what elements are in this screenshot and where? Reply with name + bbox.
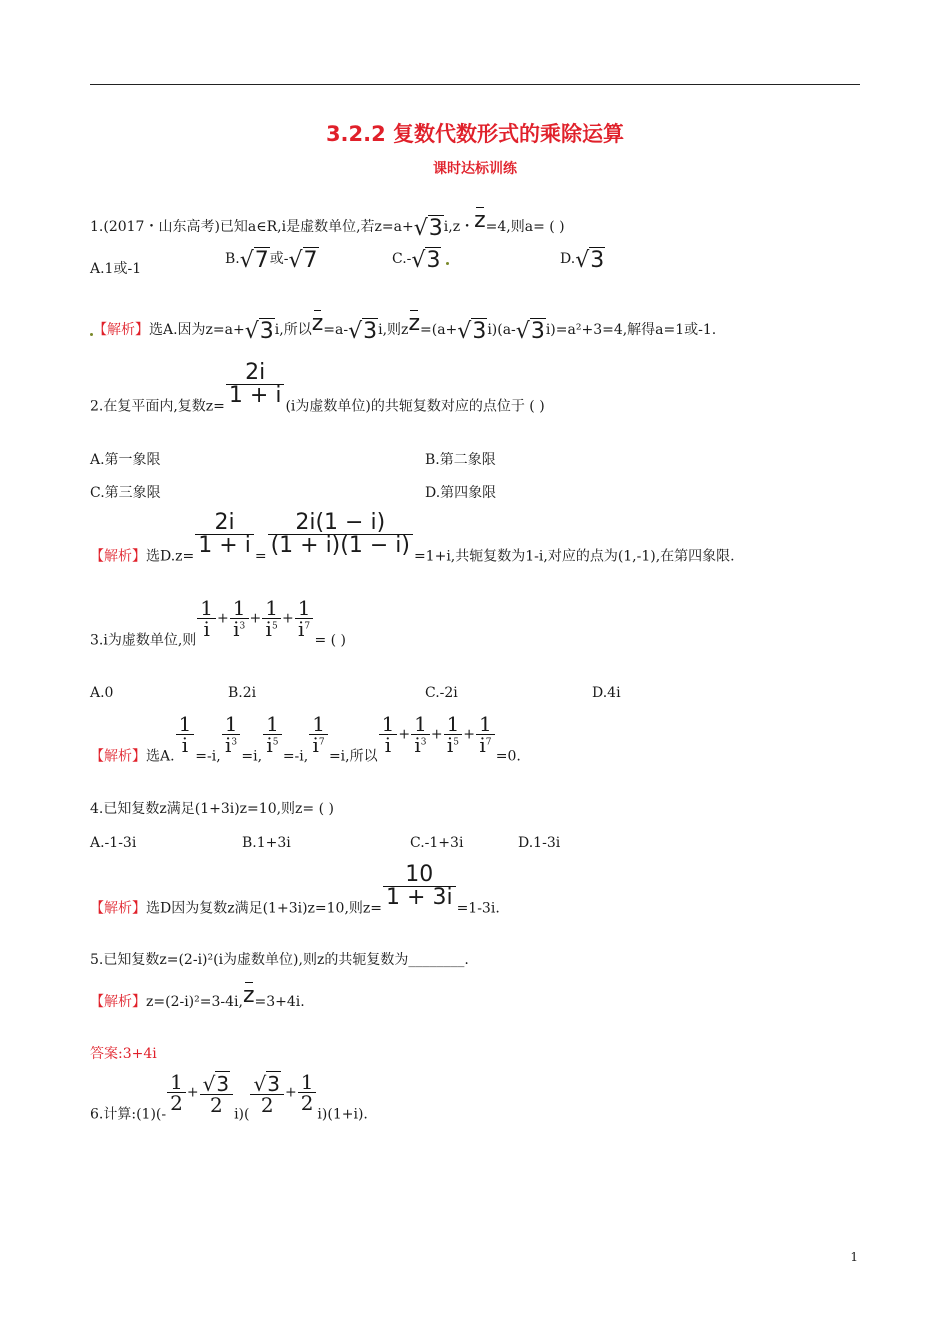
- q1-option-b: B.√7或-√7: [225, 248, 318, 273]
- q4-option-a: A.-1-3i: [90, 835, 137, 851]
- q3-option-a: A.0: [90, 685, 114, 701]
- q2-solution: 【解析】选D.z= $\frac{2i}{1 + i}$ = $\frac{2i(1 - i)}{(1 + i)(1 - i)}$ =1+i,共轭复数为1-i,对应的点为(1,-1),在第四象限.: [90, 510, 735, 565]
- q5-stem: 5.已知复数z=(2-i)²(i为虚数单位),则z的共轭复数为________.: [90, 952, 469, 968]
- z-conjugate: z: [474, 208, 486, 233]
- q3-option-c: C.-2i: [425, 685, 458, 701]
- fraction-2i-over-1-plus-i: $\frac{2i}{1 + i}$: [226, 362, 285, 407]
- q2-option-d: D.第四象限: [425, 485, 497, 501]
- q2-option-a: A.第一象限: [90, 452, 161, 468]
- q4-option-c: C.-1+3i: [410, 835, 464, 851]
- q2-stem: 2.在复平面内,复数z= $\frac{2i}{1 + i}$ (i为虚数单位)的共轭复数对应的点位于 ( ): [90, 360, 545, 415]
- page-title: 3.2.2 复数代数形式的乘除运算: [325, 122, 625, 146]
- sqrt3: √3: [413, 216, 443, 241]
- q5-solution: 【解析】z=(2-i)²=3-4i,z=3+4i.: [90, 983, 305, 1010]
- q6-stem: 6.计算:(1)(- $\frac{1}{2}$ + $\frac{√3}{2}$ i)( $\frac{√3}{2}$ + $\frac{1}{2}$ i)(1+i).: [90, 1070, 368, 1123]
- page-subtitle: 课时达标训练: [433, 161, 517, 177]
- page-number: 1: [850, 1250, 858, 1264]
- header-rule: [90, 84, 860, 85]
- q4-option-d: D.1-3i: [518, 835, 561, 851]
- q4-solution: 【解析】选D因为复数z满足(1+3i)z=10,则z= $\frac{10}{1 + 3i}$ =1-3i.: [90, 862, 500, 917]
- q1-option-c: C.-√3: [392, 250, 449, 272]
- q1-solution: 【解析】选A.因为z=a+√3i,所以z=a-√3i,则zz=(a+√3i)(a-√3i)=a²+3=4,解得a=1或-1.: [90, 313, 716, 343]
- q3-stem: 3.i为虚数单位,则 $\frac{1}{i}$ + $\frac{1}{i^3}$ + $\frac{1}{i^5}$ + $\frac{1}{i^7}$ = ( ): [90, 596, 346, 649]
- q1-option-d: D.√3: [560, 248, 605, 273]
- q1-stem: 1.(2017・山东高考)已知a∈R,i是虚数单位,若z=a+√3i,z・z=4,则a= ( ): [90, 208, 565, 241]
- q1-option-a: A.1或-1: [90, 261, 142, 277]
- q3-option-d: D.4i: [592, 685, 621, 701]
- q4-stem: 4.已知复数z满足(1+3i)z=10,则z= ( ): [90, 801, 334, 817]
- q2-option-b: B.第二象限: [425, 452, 496, 468]
- q5-answer: 答案:3+4i: [90, 1046, 157, 1062]
- q4-option-b: B.1+3i: [242, 835, 291, 851]
- q2-option-c: C.第三象限: [90, 485, 161, 501]
- q3-option-b: B.2i: [228, 685, 257, 701]
- q3-solution: 【解析】选A. $\frac{1}{i}$ =-i, $\frac{1}{i^3}$ =i, $\frac{1}{i^5}$ =-i, $\frac{1}{i^7}$ =i,所以 $\frac{1}{i}$ + $\frac{1}{i^3}$ + $\frac{1}{i^5}$ + $\frac{1}{i^7}$ =0.: [90, 712, 521, 765]
